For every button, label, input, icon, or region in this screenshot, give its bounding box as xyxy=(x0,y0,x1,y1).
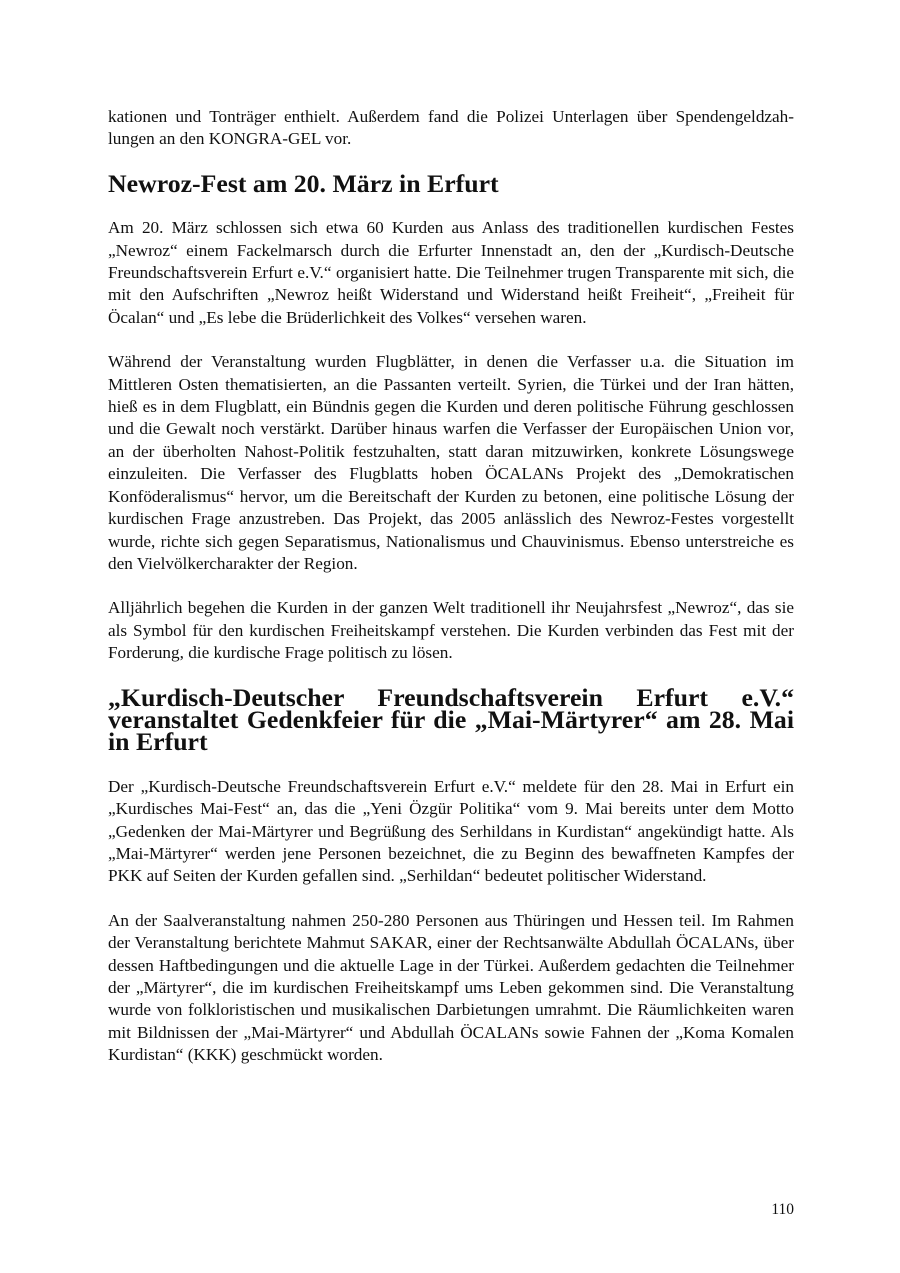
section-heading-mai-maertyrer: „Kurdisch-Deutscher Freundschaftsverein Erfurt e.V.“ veranstaltet Gedenkfeier für die „Mai-Märtyrer“ am 28. Mai in Erfurt xyxy=(108,682,794,757)
paragraph-mai-fest: Der „Kurdisch-Deutsche Freundschaftsverein Erfurt e.V.“ meldete für den 28. Mai in Erfurt ein „Kurdisches Mai-Fest“ an, das die „Yeni Özgür Politika“ vom 9. Mai bereits unter dem Motto „Gedenken der Mai-Märtyrer und Begrüßung des Serhildans in Kurdistan“ angekündigt hatte. Als „Mai-Märtyrer“ werden jene Personen bezeichnet, die zu Beginn des bewaffneten Kampfes der PKK auf Seiten der Kurden gefallen sind. „Serhildan“ bedeutet politischer Widerstand. xyxy=(108,776,794,886)
paragraph-saalveranstaltung: An der Saalveranstaltung nahmen 250-280 Personen aus Thüringen und Hessen teil. Im Rahmen der Veranstaltung berichtete Mahmut SAKAR, einer der Rechtsanwälte Abdullah ÖCALANs, über dessen Haftbedingungen und die aktuelle Lage in der Türkei. Außerdem gedachten die Teilnehmer der „Märtyrer“, die im kurdischen Freiheitskampf ums Leben gekommen sind. Die Veranstaltung wurde von folkloristischen und musikalischen Darbietungen umrahmt. Die Räumlichkeiten waren mit Bildnissen der „Mai-Märtyrer“ und Abdullah ÖCALANs sowie Fahnen der „Koma Komalen Kurdistan“ (KKK) geschmückt worden. xyxy=(108,910,794,1065)
paragraph-flyer: Während der Veranstaltung wurden Flugblätter, in denen die Verfasser u.a. die Situation im Mittleren Osten thematisierten, an die Passanten verteilt. Syrien, die Türkei und der Iran hätten, hieß es in dem Flugblatt, ein Bündnis gegen die Kurden und deren politische Führung geschlossen und die Gewalt noch verstärkt. Darüber hinaus warfen die Verfasser der Europäischen Union vor, an der überholten Nahost-Politik festzuhalten, statt daran mitzuwirken, konkrete Lösungswege einzuleiten. Die Verfasser des Flugblatts hoben ÖCALANs Projekt des „Demokratischen Konföderalismus“ hervor, um die Bereitschaft der Kurden zu betonen, eine politische Lösung der kurdischen Frage anzustreben. Das Projekt, das 2005 anlässlich des Newroz-Festes vorgestellt wurde, richte sich gegen Separatismus, Nationalismus und Chauvinismus. Ebenso unterstreiche es den Vielvölkercharakter der Region. xyxy=(108,352,794,573)
paragraph-continuation: kationen und Tonträger enthielt. Außerdem fand die Polizei Unterlagen über Spendengeldzahlungen an den KONGRA-GEL vor. xyxy=(108,107,794,149)
section-heading-newroz: Newroz-Fest am 20. März in Erfurt xyxy=(108,168,499,198)
paragraph-newroz-march: Am 20. März schlossen sich etwa 60 Kurden aus Anlass des traditionellen kurdischen Festes „Newroz“ einem Fackelmarsch durch die Erfurter Innenstadt an, den der „Kurdisch-Deutsche Freundschaftsverein Erfurt e.V.“ organisiert hatte. Die Teilnehmer trugen Transparente mit sich, die mit den Aufschriften „Newroz heißt Widerstand und Widerstand heißt Freiheit“, „Freiheit für Öcalan“ und „Es lebe die Brüderlichkeit des Volkes“ versehen waren. xyxy=(108,218,794,327)
page-number: 110 xyxy=(771,1201,794,1218)
paragraph-new-year: Alljährlich begehen die Kurden in der ganzen Welt traditionell ihr Neujahrsfest „Newroz“, das sie als Symbol für den kurdischen Freiheitskampf verstehen. Die Kurden verbinden das Fest mit der Forderung, die kurdische Frage politisch zu lösen. xyxy=(108,598,794,663)
document-page xyxy=(108,106,794,1089)
